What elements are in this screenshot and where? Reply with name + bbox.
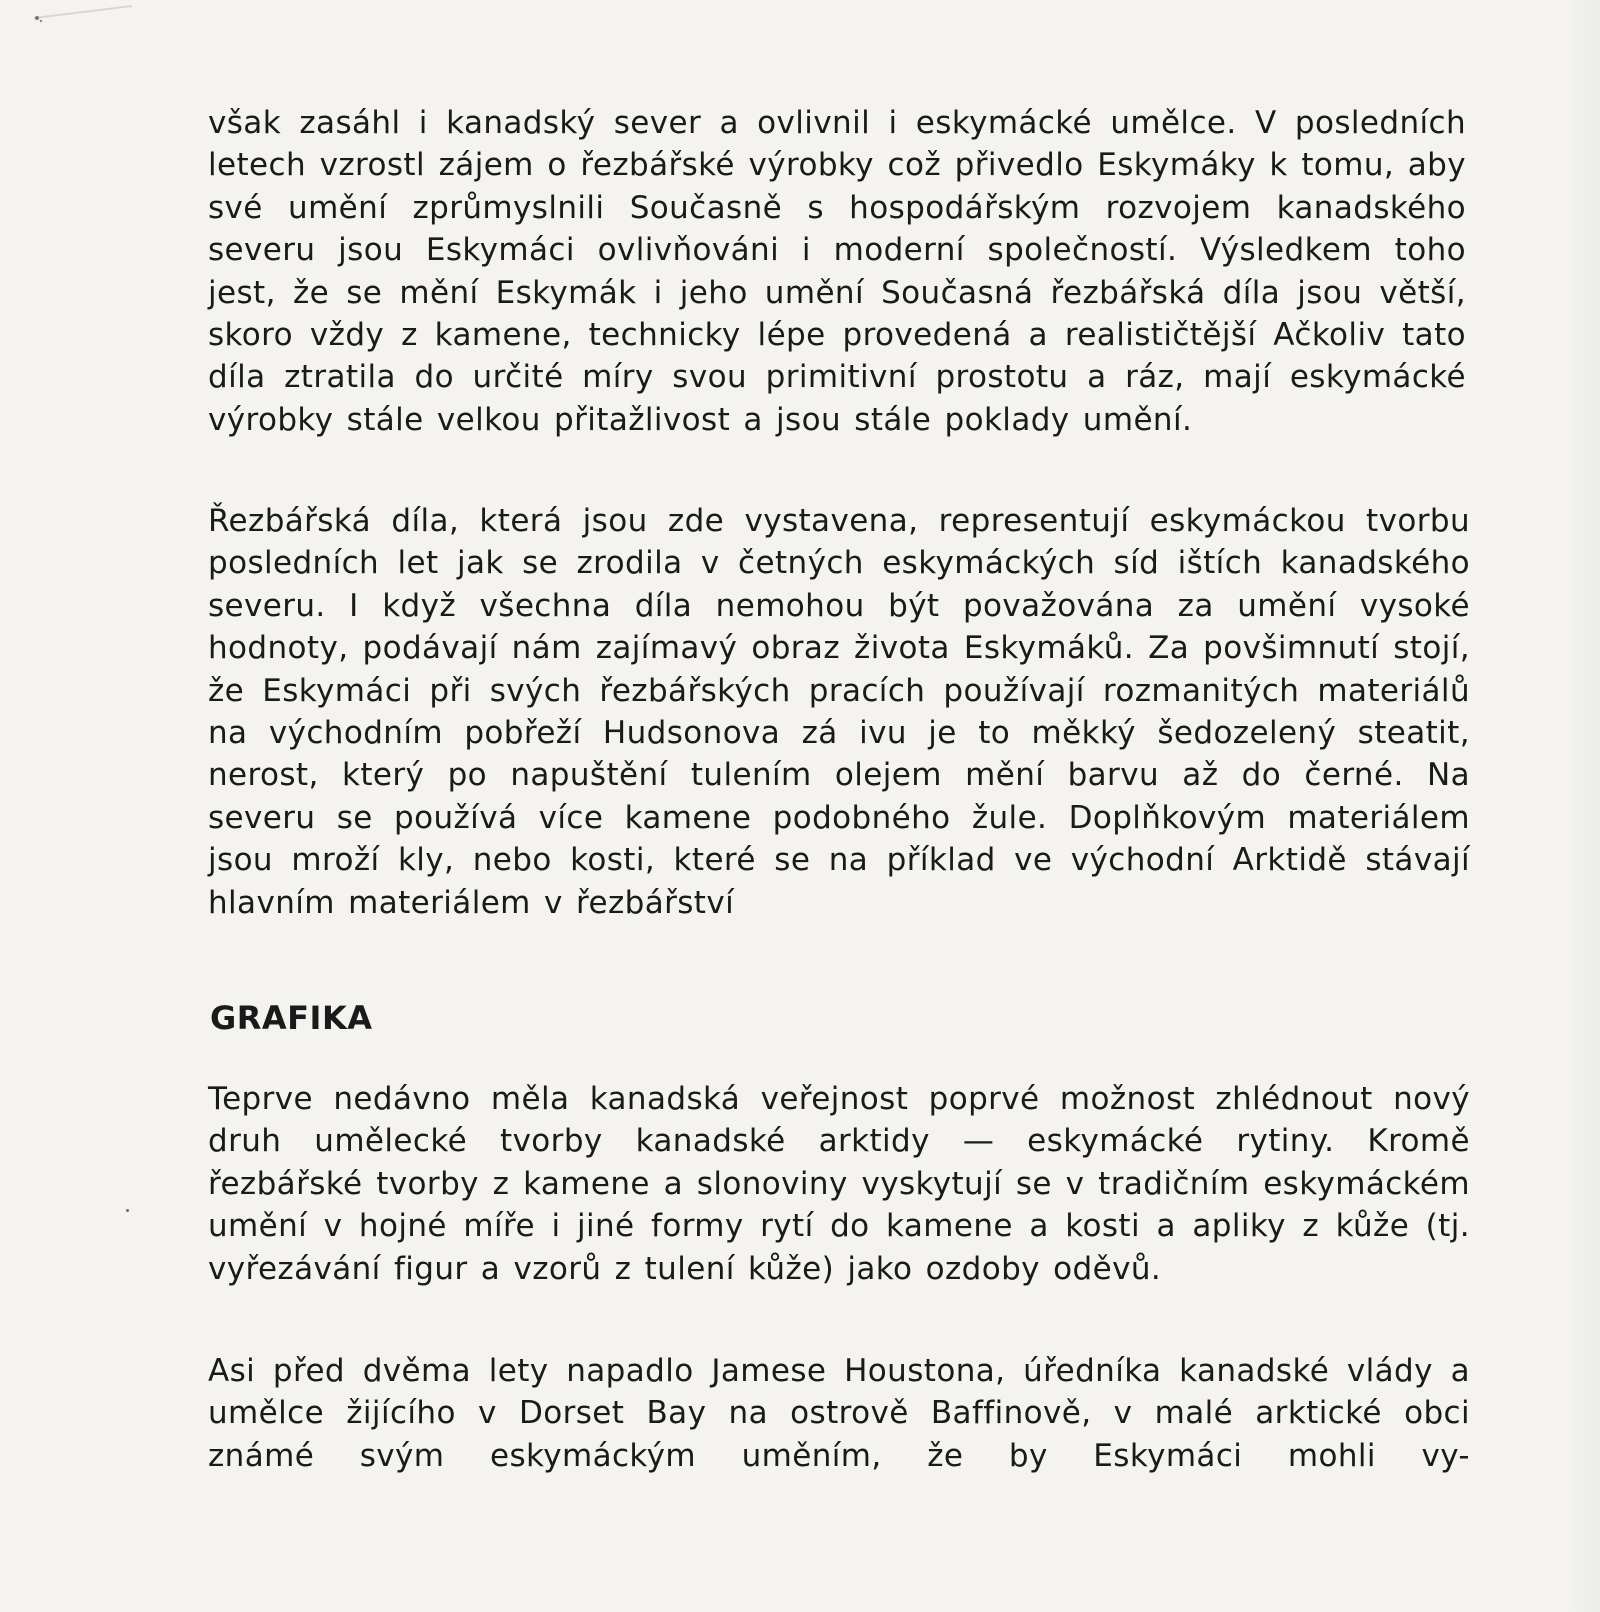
- paragraph-1-text: však zasáhl i kanadský sever a ovlivnil i eskymácké umělce. V posledních letech vzrostl zájem o řezbářské výrobky což přivedlo Eskymáky k tomu, aby své umění zprůmyslnili Současně s hospodářským rozvojem kanadského severu jsou Eskymáci ovlivňováni i moderní společností. Výsledkem toho jest, že se mění Eskymák i jeho umění Současná řezbářská díla jsou větší, skoro vždy z kamene, technicky lépe provedená a realističtější Ačkoliv tato díla ztratila do určité míry svou primitivní prostotu a ráz, mají eskymácké výrobky stále velkou přitažlivost a jsou stále poklady umění.: [208, 105, 1466, 438]
- margin-speck: [126, 1209, 129, 1212]
- paragraph-4: [208, 1350, 1470, 1477]
- paragraph-3: [208, 1078, 1470, 1290]
- paragraph-4-text: Asi před dvěma lety napadlo Jamese Houstona, úředníka kanadské vlády a umělce žijícího v Dorset Bay na ostrově Baffinově, v malé arktické obci známé svým eskymáckým uměním, že by Eskymáci mohli vy-: [208, 1353, 1470, 1474]
- section-heading: GRAFIKA: [210, 999, 373, 1037]
- paragraph-2: [208, 500, 1470, 924]
- paragraph-2-text: Řezbářská díla, která jsou zde vystavena, representují eskymáckou tvorbu posledních let jak se zrodila v četných eskymáckých síd ištích kanadského severu. I když všechna díla nemohou být považována za umění vysoké hodnoty, podávají nám zajímavý obraz života Eskymáků. Za povšimnutí stojí, že Eskymáci při svých řezbářských pracích používají rozmanitých materiálů na východním pobřeží Hudsonova zá ivu je to měkký šedozelený steatit, nerost, který po napuštění tulením olejem mění barvu až do černé. Na severu se používá více kamene podobného žule. Doplňkovým materiálem jsou mroží kly, nebo kosti, které se na příklad ve východní Arktidě stávají hlavním materiálem v řezbářství: [208, 503, 1470, 921]
- page-edge-shadow: [1564, 0, 1600, 1612]
- paragraph-1: [208, 102, 1466, 441]
- paragraph-3-text: Teprve nedávno měla kanadská veřejnost poprvé možnost zhlédnout nový druh umělecké tvorby kanadské arktidy — eskymácké rytiny. Kromě řezbářské tvorby z kamene a slonoviny vyskytují se v tradičním eskymáckém umění v hojné míře i jiné formy rytí do kamene a kosti a apliky z kůže (tj. vyřezávání figur a vzorů z tulení kůže) jako ozdoby oděvů.: [208, 1081, 1470, 1287]
- page-corner-mark: [24, 4, 134, 30]
